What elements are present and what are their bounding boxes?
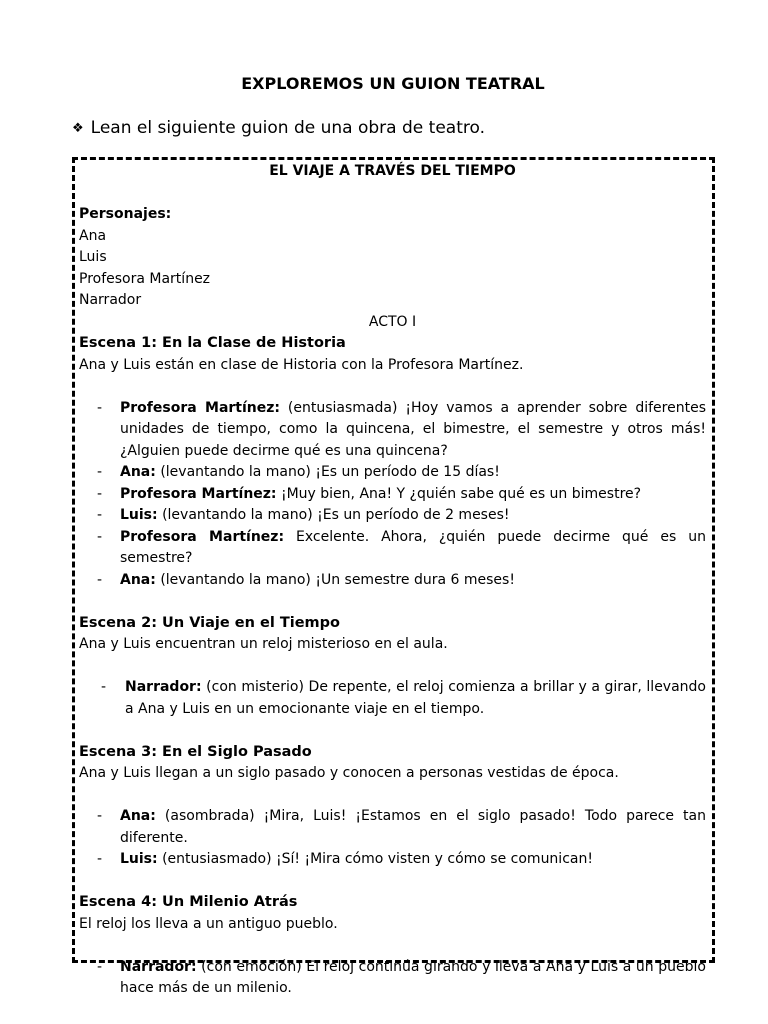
script-title: EL VIAJE A TRAVÉS DEL TIEMPO: [269, 163, 516, 179]
dialogue-list: [79, 957, 706, 1000]
dialogue-line: [79, 570, 706, 592]
dialogue-line: [79, 462, 706, 484]
line-text: (levantando la mano) ¡Es un período de 2 meses!: [162, 507, 510, 523]
dialogue-line: [79, 957, 706, 1000]
speaker: Profesora Martínez:: [120, 528, 285, 545]
dialogue-line: [79, 484, 706, 506]
line-text: (entusiasmada) ¡Hoy vamos a aprender sobre diferentes unidades de tiempo, como la quincena, el bimestre, el semestre y otros más! ¿Alguien puede decirme qué es una quincena?: [120, 399, 706, 459]
speaker: Narrador:: [125, 679, 202, 695]
line-text: (asombrada) ¡Mira, Luis! ¡Estamos en el siglo pasado! Todo parece tan diferente.: [120, 808, 706, 846]
scene-title: Escena 4: Un Milenio Atrás: [79, 894, 298, 910]
speaker: Narrador:: [120, 958, 197, 975]
dialogue-line: [79, 849, 706, 871]
speaker: Ana:: [120, 464, 156, 480]
dialogue-list: [79, 677, 706, 720]
line-text: (levantando la mano) ¡Es un período de 15 días!: [160, 464, 500, 480]
dialogue-line: [79, 806, 706, 849]
dialogue-line: [79, 505, 706, 527]
characters-heading: Personajes:: [79, 206, 172, 222]
dialogue-line: [79, 398, 706, 463]
act-heading: ACTO I: [368, 313, 417, 330]
instruction: [72, 118, 485, 138]
page-title: EXPLOREMOS UN GUION TEATRAL: [241, 74, 545, 93]
line-text: (con misterio) De repente, el reloj comienza a brillar y a girar, llevando a Ana y Luis en un emocionante viaje en el tiempo.: [125, 679, 706, 717]
line-text: (entusiasmado) ¡Sí! ¡Mira cómo visten y cómo se comunican!: [162, 851, 593, 867]
speaker: Profesora Martínez:: [120, 399, 280, 416]
speaker: Ana:: [120, 808, 156, 824]
script-content: [79, 161, 706, 1000]
scene-title: Escena 2: Un Viaje en el Tiempo: [79, 614, 340, 631]
speaker: Luis:: [120, 507, 158, 523]
scene-description: El reloj los lleva a un antiguo pueblo.: [79, 915, 338, 932]
dialogue-list: [79, 398, 706, 592]
character-narrador: Narrador: [79, 292, 142, 308]
speaker: Profesora Martínez:: [120, 485, 277, 502]
instruction-text: Lean el siguiente guion de una obra de teatro.: [90, 118, 485, 138]
line-text: (levantando la mano) ¡Un semestre dura 6 meses!: [160, 571, 515, 588]
speaker: Luis:: [120, 851, 158, 867]
line-text: ¡Muy bien, Ana! Y ¿quién sabe qué es un bimestre?: [280, 485, 642, 502]
scene-description: Ana y Luis llegan a un siglo pasado y conocen a personas vestidas de época.: [79, 765, 619, 781]
scene-title: Escena 1: En la Clase de Historia: [79, 335, 346, 351]
scene-title: Escena 3: En el Siglo Pasado: [79, 743, 312, 760]
scene-description: Ana y Luis encuentran un reloj misterioso en el aula.: [79, 636, 448, 652]
dialogue-line: [79, 677, 706, 720]
diamond-bullet-icon: ❖: [72, 121, 84, 136]
character-profesora: Profesora Martínez: [79, 270, 211, 287]
dialogue-list: [79, 806, 706, 871]
speaker: Ana:: [120, 571, 156, 588]
dialogue-line: [79, 527, 706, 570]
scene-description: Ana y Luis están en clase de Historia con la Profesora Martínez.: [79, 356, 524, 373]
character-ana: Ana: [79, 227, 107, 244]
line-text: Excelente. Ahora, ¿quién puede decirme qué es un semestre?: [120, 528, 707, 566]
line-text: (con emoción) El reloj continúa girando y lleva a Ana y Luis a un pueblo hace más de un milenio.: [120, 958, 706, 996]
character-luis: Luis: [79, 249, 107, 265]
